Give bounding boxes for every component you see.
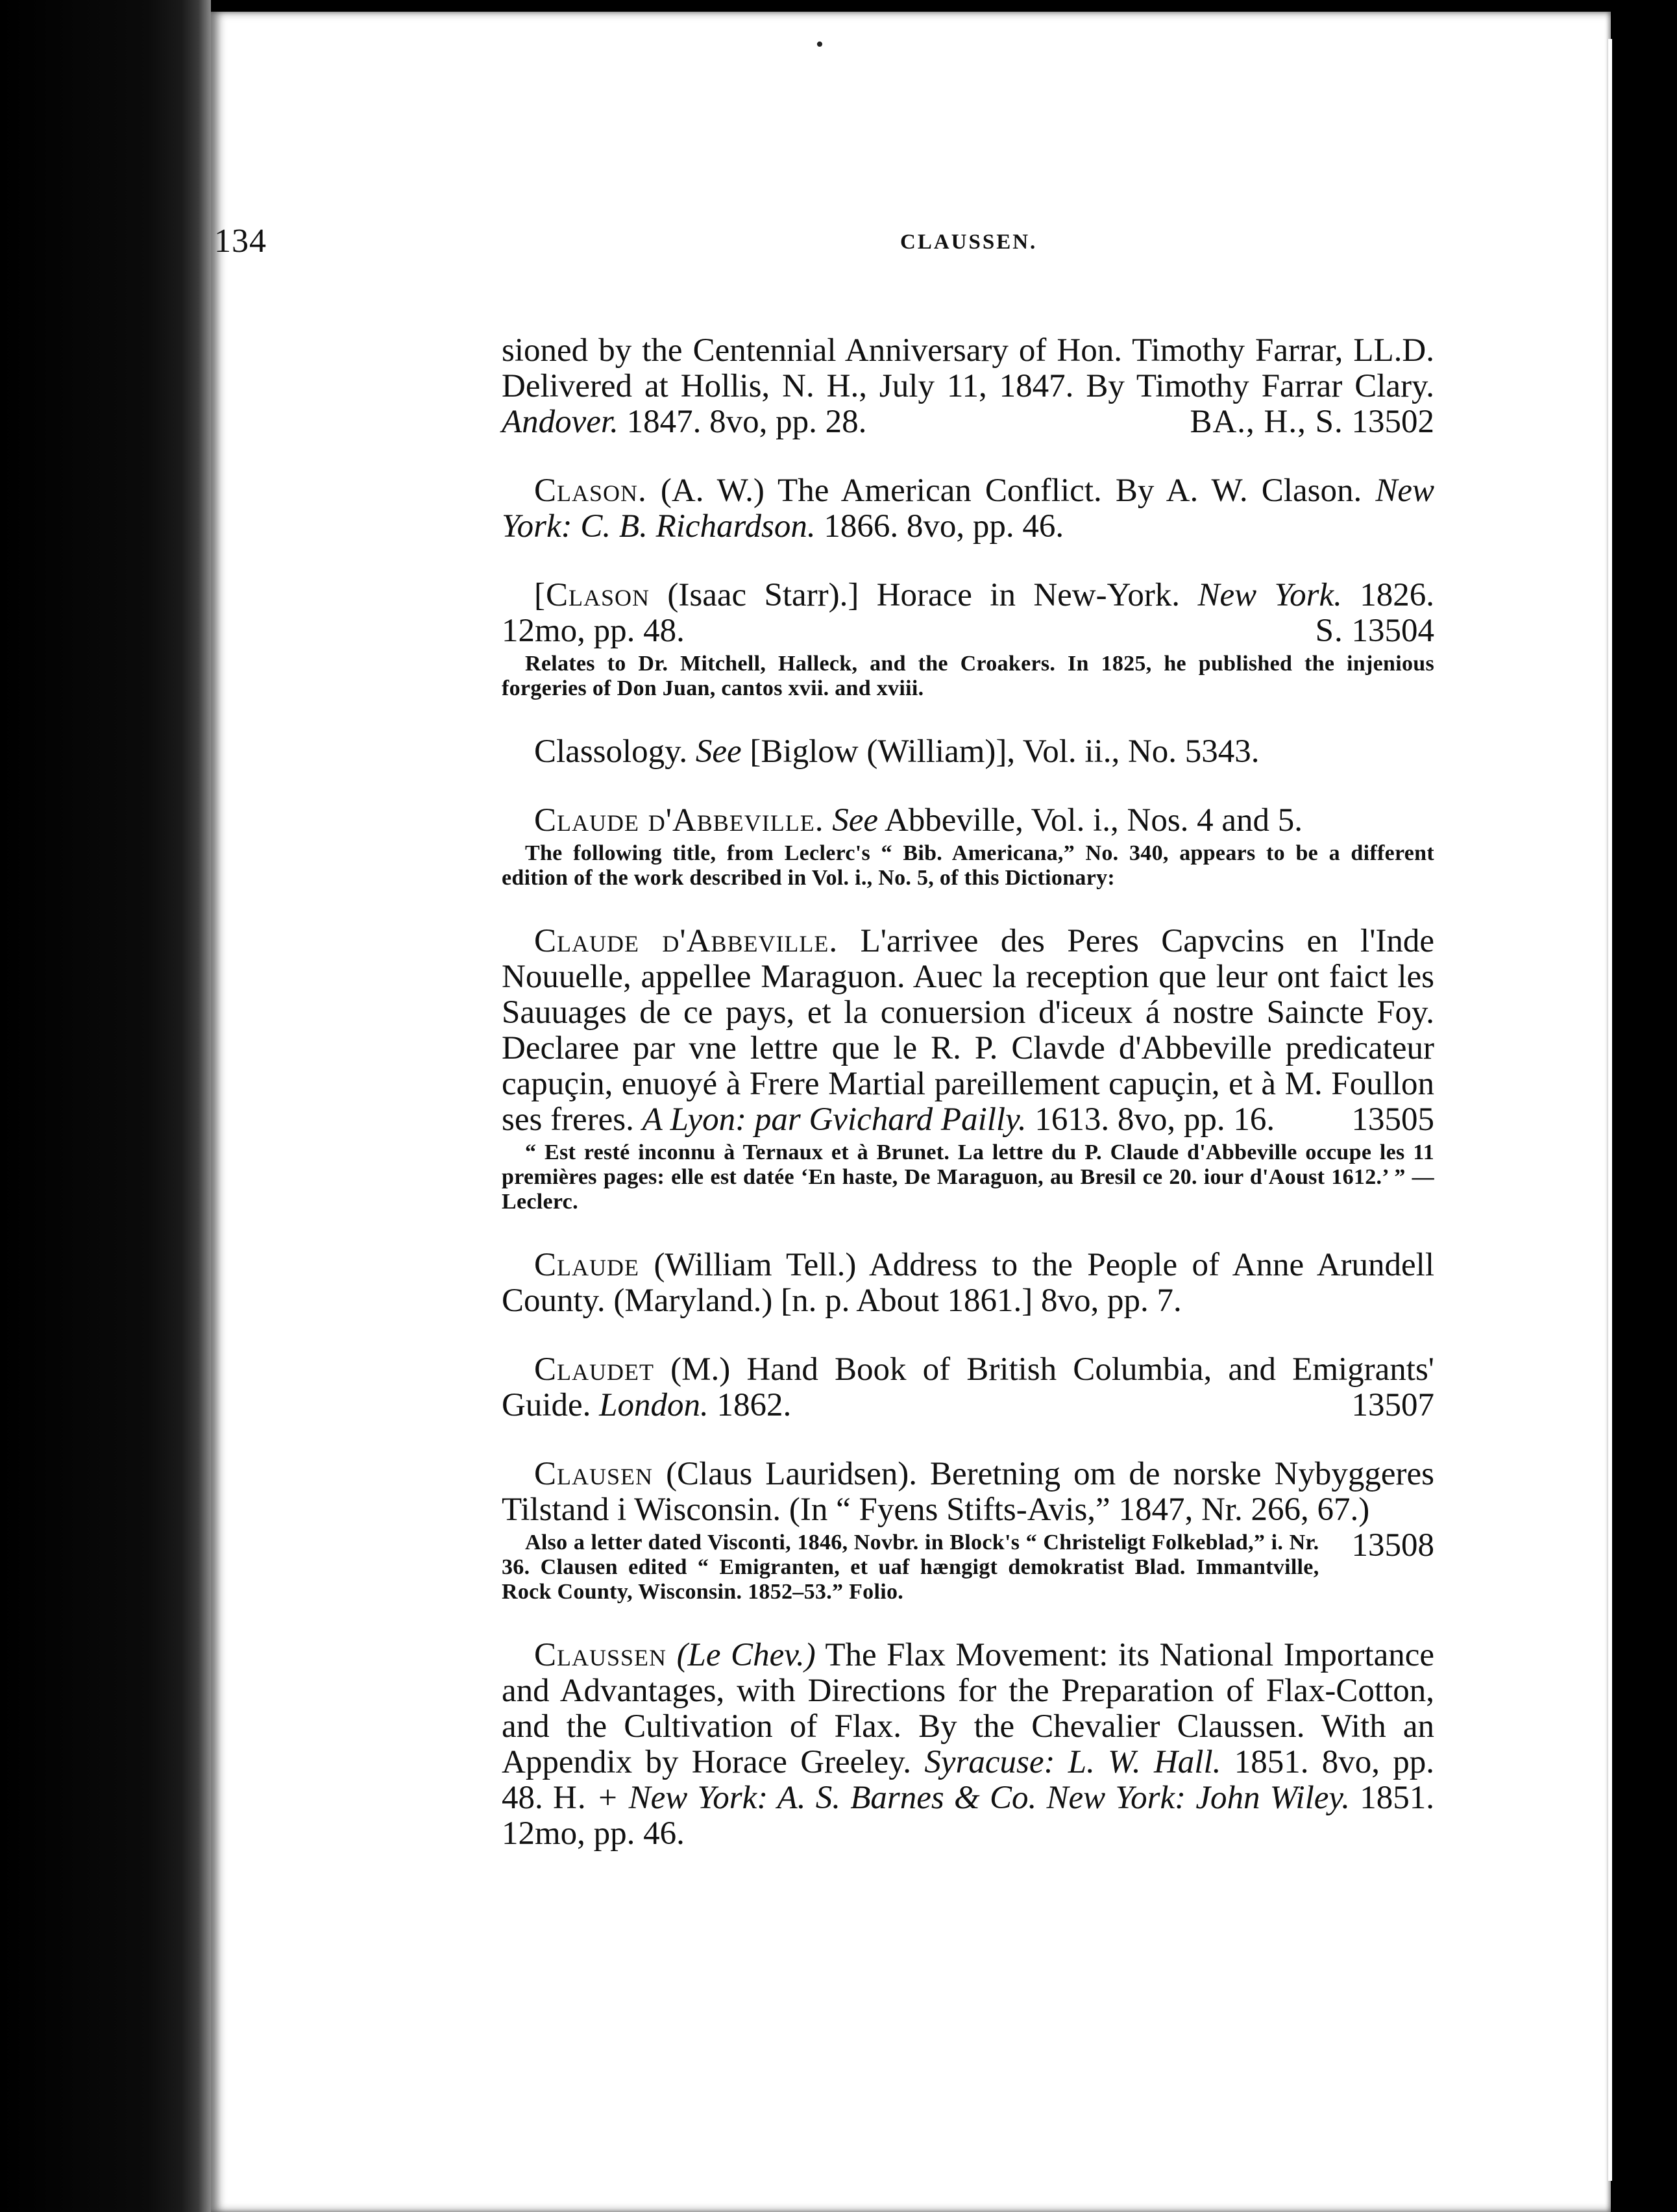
entry [502, 803, 1434, 839]
entry-note: Also a letter dated Visconti, 1846, Novbr. in Block's “ Christeligt Folkeblad,” i. Nr. 36. Clausen edited “ Emigranten, et uaf hængigt demokratist Blad. Immantville, Rock County, Wisconsin. 1852–53.” Folio. [502, 1530, 1319, 1604]
entry-imprint: New York. [1197, 577, 1342, 613]
entry [502, 734, 1434, 770]
entry [502, 578, 1434, 649]
running-head-title: CLAUSSEN. [900, 230, 1038, 254]
entry-holdings: S. [1315, 613, 1343, 649]
entry [502, 1247, 1434, 1319]
entry-heading: Classology. [534, 733, 688, 770]
entry-heading: Claussen [534, 1637, 667, 1673]
entry-number-group [1283, 613, 1434, 649]
next-page-edge [1608, 39, 1612, 2181]
entry-collation-second: 1851. 12mo, pp. 46. [502, 1780, 1435, 1852]
entry-collation: 1847. 8vo, pp. 28. [626, 404, 867, 440]
entry-collation: 1826. 12mo, pp. 48. [502, 577, 1435, 649]
book-spine-shadow [0, 0, 211, 2212]
entry-continuation [502, 333, 1434, 440]
entry-note: Relates to Dr. Mitchell, Halleck, and the Croakers. In 1825, he published the injenious forgeries of Don Juan, cantos xvii. and xviii. [502, 652, 1434, 700]
entry-imprint-second: + New York: A. S. Barnes & Co. New York: John Wiley. [596, 1780, 1350, 1816]
entry [502, 924, 1434, 1138]
entry [502, 1352, 1434, 1423]
entry-body: (Isaac Starr).] Horace in New-York. [667, 577, 1181, 613]
entry-see: See [832, 802, 879, 839]
entry-imprint: New York: C. B. Richardson. [502, 473, 1435, 545]
entry-collation: 1613. 8vo, pp. 16. [1034, 1101, 1275, 1138]
entry-body: Abbeville, Vol. i., Nos. 4 and 5. [884, 802, 1303, 839]
running-head [282, 214, 1434, 266]
entry-number-group [1190, 404, 1434, 440]
entry-body: (A. W.) The American Conflict. By A. W. Clason. [660, 473, 1362, 509]
entry-number: 13502 [1351, 404, 1434, 440]
dictionary-text [502, 300, 1434, 1867]
entry-imprint: Andover. [502, 404, 618, 440]
entry-body: (Claus Lauridsen). Beretning om de norske Nybyggeres Tilstand i Wisconsin. (In “ Fyens Stifts-Avis,” 1847, Nr. 266, 67.) [502, 1456, 1435, 1528]
entry-holdings: BA., H., S. [1190, 404, 1343, 440]
entry-body: (M.) Hand Book of British Columbia, and Emigrants' Guide. [502, 1351, 1434, 1423]
entry-imprint: Syracuse: L. W. Hall. [924, 1744, 1221, 1780]
entry-collation: 1851. 8vo, pp. 48. [502, 1744, 1435, 1816]
entry-number: 13505 [1351, 1101, 1434, 1138]
entry-body: [Biglow (William)], Vol. ii., No. 5343. [750, 733, 1260, 770]
entry-holdings: H. [553, 1780, 587, 1816]
entry [502, 1638, 1434, 1852]
entry-heading: Clason. [534, 473, 647, 509]
entry [502, 473, 1434, 545]
entry-note: “ Est resté inconnu à Ternaux et à Brunet. La lettre du P. Claude d'Abbeville occupe les 11 premières pages: elle est datée ‘En haste, De Maraguon, au Bresil ce 20. iour d'Aoust 1612.’ ” —Leclerc. [502, 1140, 1434, 1214]
entry-heading: Claude d'Abbeville. [534, 923, 839, 959]
right-margin-dark [1611, 0, 1677, 2212]
entry-heading: Claude [534, 1247, 639, 1283]
entry-see: See [695, 733, 742, 770]
entry-collation: 1862. [716, 1387, 792, 1423]
entry-heading: Clausen [534, 1456, 654, 1492]
entry-heading: Claudet [534, 1351, 654, 1388]
scan-speck: • [816, 32, 824, 56]
entry-heading-qualifier: (Le Chev.) [676, 1637, 816, 1673]
entry-note: The following title, from Leclerc's “ Bib. Americana,” No. 340, appears to be a different edition of the work described in Vol. i., No. 5, of this Dictionary: [502, 841, 1434, 890]
entry-body: sioned by the Centennial Anniversary of Hon. Timothy Farrar, LL.D. Delivered at Hollis, N. H., July 11, 1847. By Timothy Farrar Clary. [502, 332, 1434, 404]
entry-body: L'arrivee des Peres Capvcins en l'Inde Nouuelle, appellee Maraguon. Auec la reception que leur ont faict les Sauuages de ce pays, et la conuersion d'iceux á nostre Saincte Foy. Declaree par vne lettre que le R. P. Clavde d'Abbeville predicateur capuçin, enuoyé à Frere Martial pareillement capuçin, et à M. Foullon ses freres. [502, 923, 1435, 1138]
page-number: 134 [214, 223, 267, 260]
entry-number: 13504 [1351, 613, 1434, 649]
entry-heading: Claude d'Abbeville. [534, 802, 824, 839]
entry-body: (William Tell.) Address to the People of Anne Arundell County. (Maryland.) [n. p. About 1861.] 8vo, pp. 7. [502, 1247, 1435, 1319]
entry-number: 13507 [1351, 1387, 1434, 1423]
entry-collation: 1866. 8vo, pp. 46. [824, 508, 1064, 545]
entry [502, 1456, 1435, 1564]
entry-imprint: A Lyon: par Gvichard Pailly. [642, 1101, 1027, 1138]
entry-number: 13508 [1351, 1527, 1434, 1564]
entry-body: The Flax Movement: its National Importance and Advantages, with Directions for the Preparation of Flax-Cotton, and the Cultivation of Flax. By the Chevalier Claussen. With an Appendix by Horace Greeley. [502, 1637, 1434, 1780]
entry-imprint: London. [599, 1387, 709, 1423]
entry-heading: [Clason [534, 577, 650, 613]
